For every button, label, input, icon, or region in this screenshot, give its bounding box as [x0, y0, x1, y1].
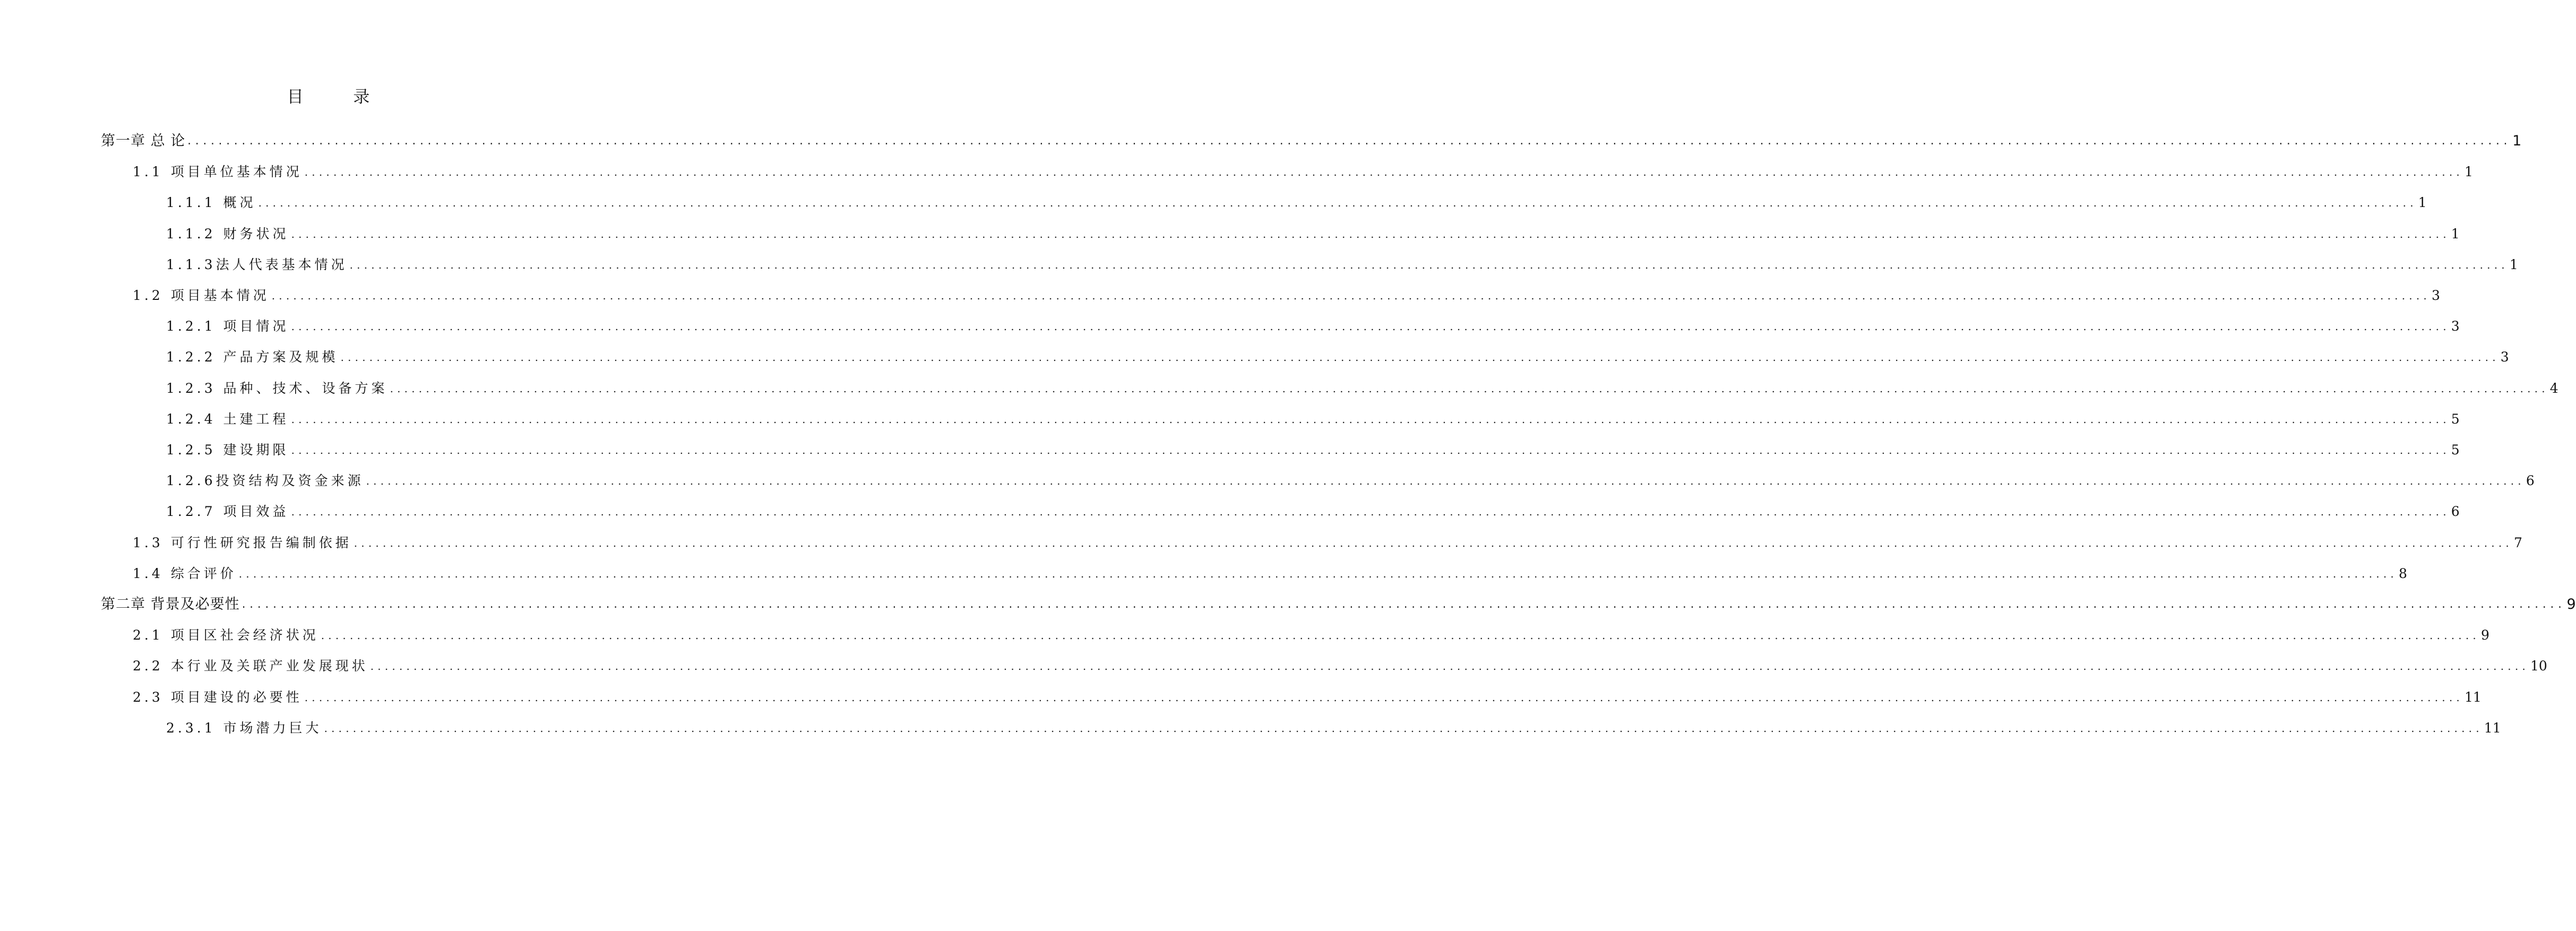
toc-entry-sub[interactable] [166, 409, 2460, 430]
toc-dot-leader: ............................................................................................................................................................................................................................................................................................................ [291, 413, 2450, 426]
toc-entry-label: 1.1.1 概况 [166, 192, 259, 213]
toc-dot-leader: ............................................................................................................................................................................................................................................................................................................ [304, 691, 2463, 704]
toc-entry-sub[interactable] [166, 347, 2509, 368]
toc-entry-label: 1.2.1 项目情况 [166, 316, 291, 337]
toc-entry-page-number: 1 [2450, 223, 2460, 245]
toc-entry-page-number: 1 [2417, 192, 2427, 213]
toc-dot-leader: ............................................................................................................................................................................................................................................................................................................ [340, 351, 2500, 364]
toc-entry-page-number: 9 [2566, 594, 2576, 615]
toc-entry-label: 1.2.5 建设期限 [166, 439, 291, 461]
toc-entry-label: 1.2.4 土建工程 [166, 409, 291, 430]
toc-dot-leader: ............................................................................................................................................................................................................................................................................................................ [349, 258, 2509, 271]
toc-dot-leader: ............................................................................................................................................................................................................................................................................................................ [366, 475, 2525, 487]
toc-entry-label: 1.1.2 财务状况 [166, 223, 291, 245]
toc-entry-sub[interactable] [166, 316, 2460, 337]
toc-entry-sub[interactable] [166, 718, 2501, 739]
toc-entry-section[interactable] [133, 625, 2489, 646]
toc-entry-sub[interactable] [166, 223, 2460, 245]
toc-entry-page-number: 5 [2450, 409, 2460, 430]
toc-entry-label: 1.2.3 品种、技术、设备方案 [166, 378, 390, 399]
toc-entry-page-number: 3 [2500, 347, 2509, 368]
toc-entry-section[interactable] [133, 563, 2407, 584]
toc-dot-leader: ............................................................................................................................................................................................................................................................................................................ [187, 134, 2512, 148]
toc-entry-label: 2.3 项目建设的必要性 [133, 687, 305, 708]
toc-entry-page-number: 11 [2483, 718, 2501, 739]
toc-dot-leader: ............................................................................................................................................................................................................................................................................................................ [324, 722, 2483, 735]
toc-entry-label: 第一章 总 论 [101, 131, 187, 152]
toc-dot-leader: ............................................................................................................................................................................................................................................................................................................ [271, 289, 2431, 302]
toc-dot-leader: ............................................................................................................................................................................................................................................................................................................ [321, 629, 2480, 642]
toc-entry-section[interactable] [133, 656, 2547, 677]
toc-entry-section[interactable] [133, 687, 2482, 708]
toc-entry-page-number: 5 [2450, 439, 2460, 461]
toc-entry-page-number: 10 [2529, 656, 2547, 677]
toc-entry-page-number: 3 [2450, 316, 2460, 337]
toc-entry-section[interactable] [133, 532, 2522, 554]
toc-entry-page-number: 6 [2525, 470, 2535, 492]
toc-entry-label: 2.2 本行业及关联产业发展现状 [133, 656, 371, 677]
toc-entry-page-number: 1 [2463, 161, 2473, 183]
toc-entry-section[interactable] [133, 161, 2473, 183]
toc-dot-leader: ............................................................................................................................................................................................................................................................................................................ [291, 444, 2450, 456]
toc-dot-leader: ............................................................................................................................................................................................................................................................................................................ [238, 567, 2398, 580]
toc-title: 目 录 [287, 88, 392, 107]
toc-entry-label: 1.2.2 产品方案及规模 [166, 347, 341, 368]
toc-dot-leader: ............................................................................................................................................................................................................................................................................................................ [370, 660, 2529, 673]
toc-entry-label: 2.3.1 市场潜力巨大 [166, 718, 324, 739]
toc-entry-label: 1.3 可行性研究报告编制依据 [133, 532, 354, 554]
toc-entry-page-number: 8 [2398, 563, 2407, 584]
toc-dot-leader: ............................................................................................................................................................................................................................................................................................................ [242, 598, 2566, 611]
toc-entry-page-number: 7 [2513, 532, 2522, 554]
toc-dot-leader: ............................................................................................................................................................................................................................................................................................................ [390, 382, 2549, 395]
toc-dot-leader: ............................................................................................................................................................................................................................................................................................................ [304, 166, 2463, 178]
toc-entry-page-number: 1 [2511, 131, 2521, 152]
toc-dot-leader: ............................................................................................................................................................................................................................................................................................................ [258, 196, 2417, 209]
toc-entry-section[interactable] [133, 285, 2440, 306]
toc-entry-chapter[interactable] [101, 131, 2522, 152]
toc-entry-page-number: 4 [2549, 378, 2558, 399]
toc-entry-label: 1.1.3法人代表基本情况 [166, 254, 350, 275]
toc-entry-page-number: 3 [2431, 285, 2440, 306]
toc-entry-page-number: 6 [2450, 501, 2460, 522]
toc-entry-sub[interactable] [166, 254, 2518, 275]
toc-entry-label: 1.2.6投资结构及资金来源 [166, 470, 366, 492]
toc-entry-page-number: 1 [2509, 254, 2518, 275]
toc-dot-leader: ............................................................................................................................................................................................................................................................................................................ [354, 537, 2513, 549]
toc-entry-page-number: 9 [2480, 625, 2489, 646]
toc-dot-leader: ............................................................................................................................................................................................................................................................................................................ [291, 320, 2450, 333]
toc-entry-sub[interactable] [166, 439, 2460, 461]
toc-entry-page-number: 11 [2463, 687, 2482, 708]
toc-entry-label: 2.1 项目区社会经济状况 [133, 625, 321, 646]
toc-entry-sub[interactable] [166, 501, 2460, 522]
toc-dot-leader: ............................................................................................................................................................................................................................................................................................................ [291, 505, 2450, 518]
toc-entry-label: 1.4 综合评价 [133, 563, 239, 584]
toc-entry-sub[interactable] [166, 192, 2427, 213]
toc-entry-label: 第二章 背景及必要性 [101, 594, 242, 615]
toc-entry-label: 1.2.7 项目效益 [166, 501, 291, 522]
toc-dot-leader: ............................................................................................................................................................................................................................................................................................................ [291, 228, 2450, 240]
toc-entry-chapter[interactable] [101, 594, 2576, 615]
toc-entry-label: 1.1 项目单位基本情况 [133, 161, 305, 183]
toc-entry-sub[interactable] [166, 470, 2535, 492]
toc-entry-sub[interactable] [166, 378, 2558, 399]
toc-entry-label: 1.2 项目基本情况 [133, 285, 272, 306]
